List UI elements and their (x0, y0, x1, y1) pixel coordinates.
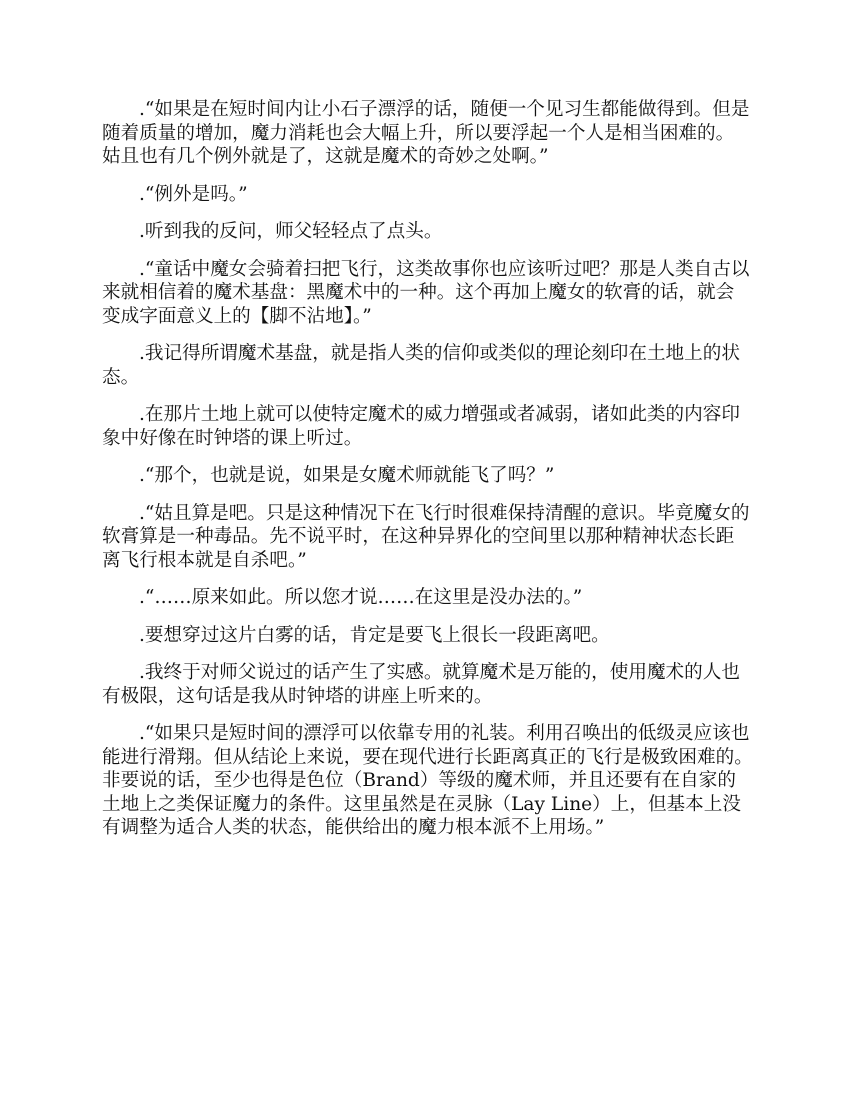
paragraph: .听到我的反问，师父轻轻点了点头。 (139, 221, 443, 242)
paragraph: .在那片土地上就可以使特定魔术的威力增强或者减弱，诸如此类的内容印象中好像在时钟塔的课上听过。 (102, 404, 740, 449)
paragraph: .“如果是在短时间内让小石子漂浮的话，随便一个见习生都能做得到。但是随着质量的增加，魔力消耗也会大幅上升，所以要浮起一个人是相当困难的。姑且也有几个例外就是了，这就是魔术的奇妙之处啊。” (102, 99, 750, 167)
paragraph: .“例外是吗。” (139, 183, 248, 205)
paragraph: .“姑且算是吧。只是这种情况下在飞行时很难保持清醒的意识。毕竟魔女的软膏算是一种毒品。先不说平时，在这种异界化的空间里以那种精神状态长距离飞行根本就是自杀吧。” (102, 502, 750, 571)
paragraph: .“……原来如此。所以您才说……在这里是没办法的。” (139, 587, 583, 608)
paragraph: .“如果只是短时间的漂浮可以依靠专用的礼装。利用召唤出的低级灵应该也能进行滑翔。但从结论上来说，要在现代进行长距离真正的飞行是极致困难的。 非要说的话，至少也得是色位（Brand）等级的魔术师，并且还要有在自家的土地上之类保证魔力的条件。这里虽然是在灵脉（Lay Line）上，但基本上没有调整为适合人类的状态，能供给出的魔力根本派不上用场。” (102, 723, 763, 838)
paragraph: .“童话中魔女会骑着扫把飞行，这类故事你也应该听过吧？那是人类自古以来就相信着的魔术基盘：黑魔术中的一种。这个再加上魔女的软膏的话，就会变成字面意义上的【脚不沾地】。” (102, 258, 750, 327)
paragraph: .要想穿过这片白雾的话，肯定是要飞上很长一段距离吧。 (139, 624, 610, 646)
paragraph: .“那个，也就是说，如果是女魔术师就能飞了吗？” (139, 465, 555, 486)
document-page (102, 98, 763, 854)
paragraph: .我记得所谓魔术基盘，就是指人类的信仰或类似的理论刻印在土地上的状态。 (102, 343, 740, 388)
paragraph: .我终于对师父说过的话产生了实感。就算魔术是万能的，使用魔术的人也有极限，这句话是我从时钟塔的讲座上听来的。 (102, 662, 740, 707)
